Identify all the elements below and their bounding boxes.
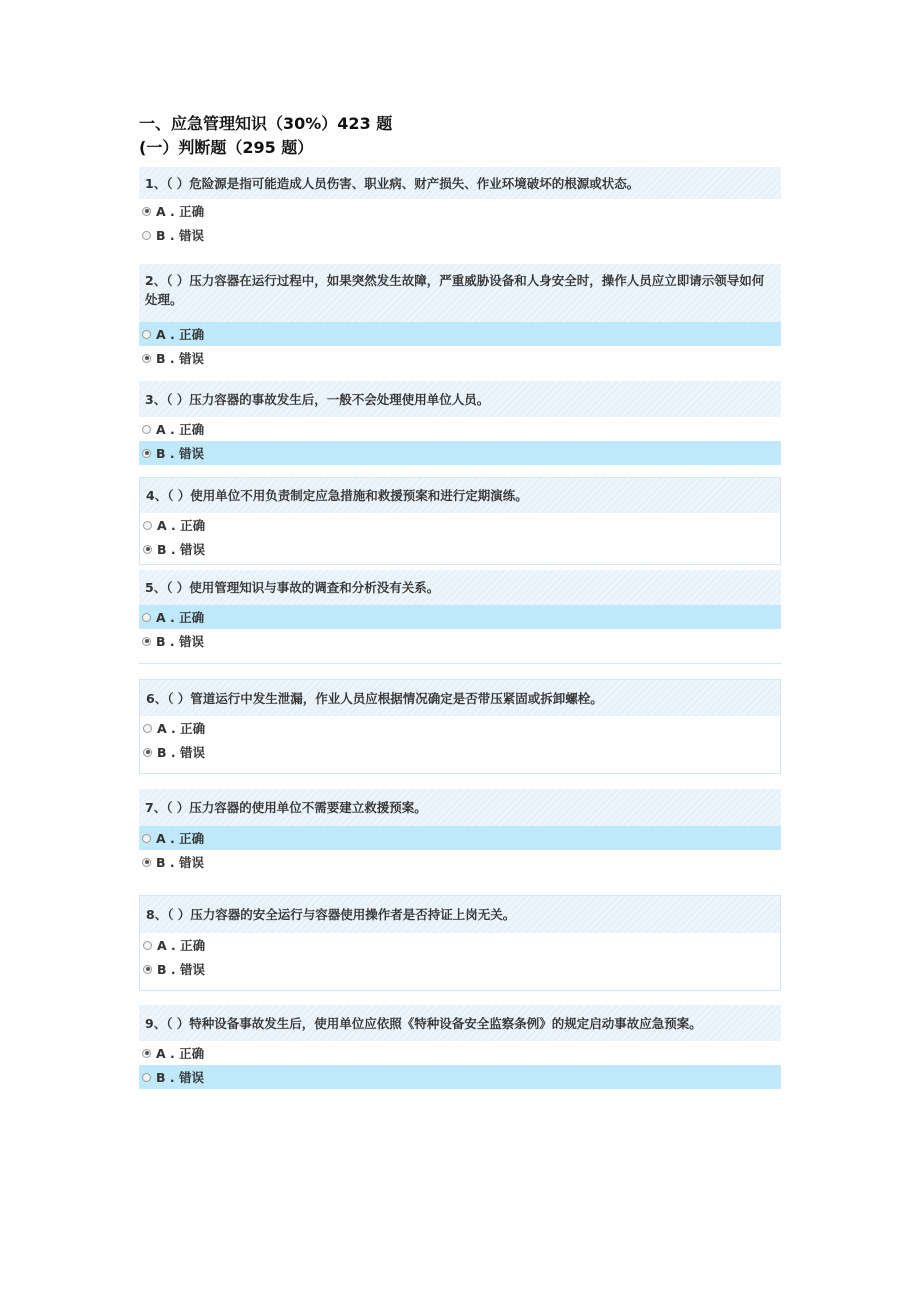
option-b[interactable] [140, 740, 780, 764]
option-b[interactable] [139, 1065, 781, 1089]
option-a[interactable] [139, 1041, 781, 1065]
question-text: 6、（ ）管道运行中发生泄漏，作业人员应根据情况确定是否带压紧固或拆卸螺栓。 [140, 680, 780, 716]
question-card [139, 264, 781, 370]
option-b-label: B . 错误 [157, 542, 205, 557]
radio-selected-icon[interactable] [142, 449, 151, 458]
question-card [139, 1005, 781, 1089]
option-a-label: A . 正确 [156, 610, 205, 625]
option-a-label: A . 正确 [157, 938, 206, 953]
option-a-label: A . 正确 [156, 422, 205, 437]
radio-selected-icon[interactable] [142, 858, 151, 867]
option-a[interactable] [139, 605, 781, 629]
question-text: 9、（ ）特种设备事故发生后，使用单位应依照《特种设备安全监察条例》的规定启动事故应急预案。 [139, 1005, 781, 1041]
question-card [139, 477, 781, 565]
radio-icon[interactable] [142, 231, 151, 240]
option-b[interactable] [139, 346, 781, 370]
option-b-label: B . 错误 [156, 634, 204, 649]
question-card [139, 679, 781, 774]
option-b[interactable] [140, 957, 780, 981]
option-b-label: B . 错误 [157, 962, 205, 977]
option-a-label: A . 正确 [156, 327, 205, 342]
option-b-label: B . 错误 [156, 351, 204, 366]
radio-icon[interactable] [142, 1073, 151, 1082]
option-a[interactable] [139, 417, 781, 441]
option-a[interactable] [140, 716, 780, 740]
radio-selected-icon[interactable] [142, 1049, 151, 1058]
section-heading: 一、应急管理知识（30%）423 题 [139, 114, 393, 133]
option-b-label: B . 错误 [156, 446, 204, 461]
radio-selected-icon[interactable] [142, 637, 151, 646]
question-card [139, 570, 781, 664]
question-text: 1、（ ）危险源是指可能造成人员伤害、职业病、财产损失、作业环境破坏的根源或状态。 [139, 167, 781, 199]
option-a-label: A . 正确 [157, 518, 206, 533]
option-a-label: A . 正确 [156, 204, 205, 219]
question-text: 8、（ ）压力容器的安全运行与容器使用操作者是否持证上岗无关。 [140, 896, 780, 933]
question-card [139, 789, 781, 874]
radio-icon[interactable] [142, 834, 151, 843]
radio-selected-icon[interactable] [143, 545, 152, 554]
option-a-label: A . 正确 [156, 1046, 205, 1061]
option-a[interactable] [139, 199, 781, 223]
question-text: 2、（ ）压力容器在运行过程中，如果突然发生故障，严重威胁设备和人身安全时，操作人员应立即请示领导如何处理。 [139, 264, 781, 322]
radio-icon[interactable] [143, 724, 152, 733]
subsection-heading: (一）判断题（295 题） [139, 138, 314, 157]
option-b[interactable] [139, 441, 781, 465]
option-a[interactable] [140, 933, 780, 957]
question-text: 3、（ ）压力容器的事故发生后，一般不会处理使用单位人员。 [139, 381, 781, 417]
option-b[interactable] [139, 629, 781, 653]
option-a[interactable] [140, 513, 780, 537]
option-b[interactable] [140, 537, 780, 561]
question-card [139, 381, 781, 465]
option-b[interactable] [139, 223, 781, 247]
radio-icon[interactable] [142, 425, 151, 434]
option-b-label: B . 错误 [156, 228, 204, 243]
option-a[interactable] [139, 826, 781, 850]
question-card [139, 895, 781, 991]
question-text: 7、（ ）压力容器的使用单位不需要建立救援预案。 [139, 789, 781, 826]
option-b-label: B . 错误 [156, 1070, 204, 1085]
option-b-label: B . 错误 [157, 745, 205, 760]
radio-icon[interactable] [142, 330, 151, 339]
radio-icon[interactable] [142, 613, 151, 622]
question-text: 5、（ ）使用管理知识与事故的调查和分析没有关系。 [139, 570, 781, 605]
radio-selected-icon[interactable] [143, 748, 152, 757]
option-a-label: A . 正确 [157, 721, 206, 736]
option-b[interactable] [139, 850, 781, 874]
radio-icon[interactable] [143, 941, 152, 950]
option-a-label: A . 正确 [156, 831, 205, 846]
option-b-label: B . 错误 [156, 855, 204, 870]
radio-selected-icon[interactable] [143, 965, 152, 974]
radio-icon[interactable] [143, 521, 152, 530]
radio-selected-icon[interactable] [142, 207, 151, 216]
radio-selected-icon[interactable] [142, 354, 151, 363]
option-a[interactable] [139, 322, 781, 346]
question-card [139, 167, 781, 247]
question-text: 4、（ ）使用单位不用负责制定应急措施和救援预案和进行定期演练。 [140, 478, 780, 513]
